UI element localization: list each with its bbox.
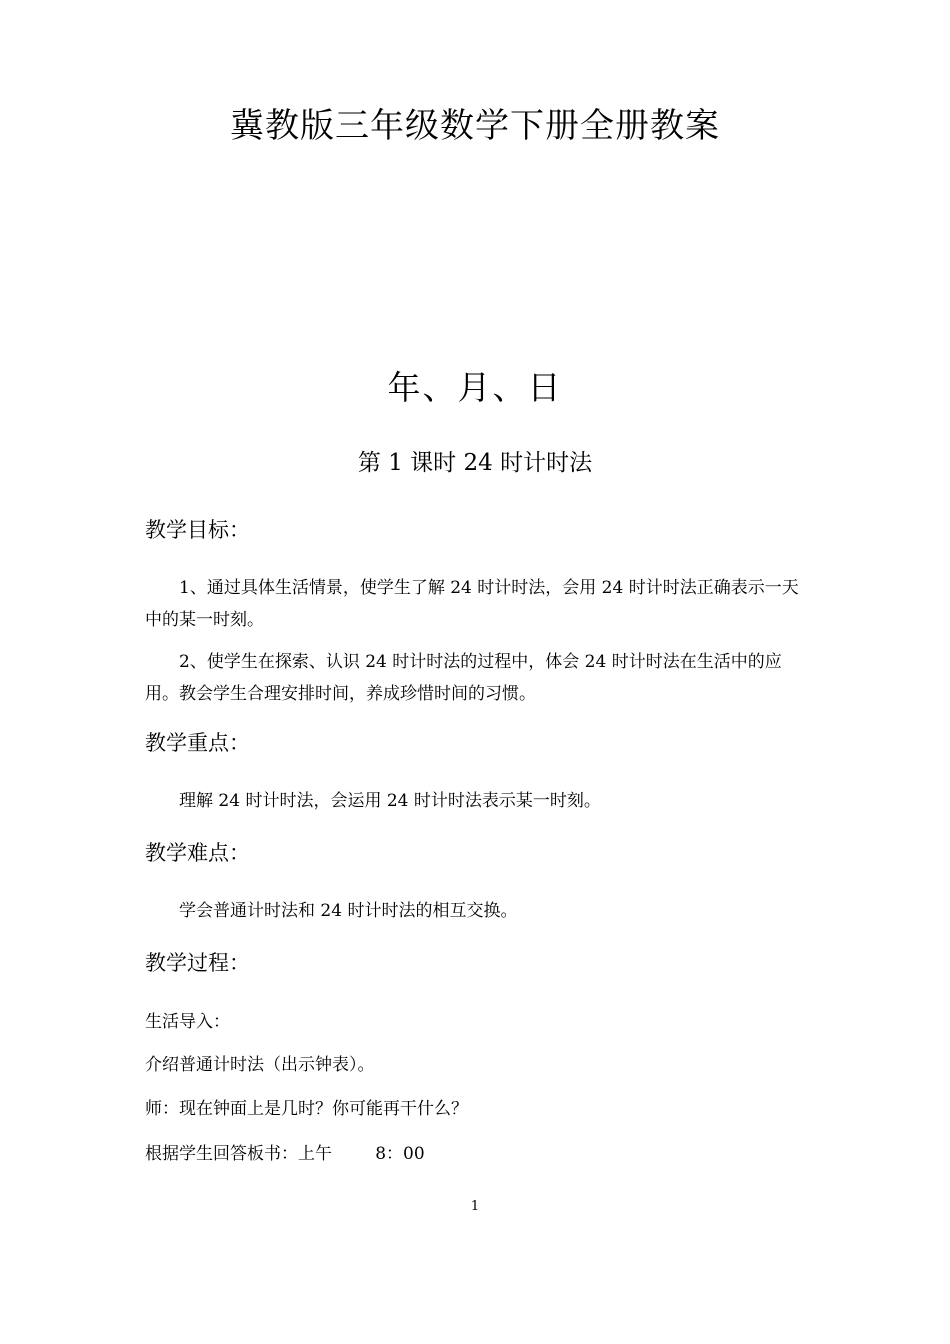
process-line: 根据学生回答板书：上午 8：00 [145,1144,425,1164]
key-points-heading: 教学重点： [145,731,250,755]
process-line: 生活导入： [145,1012,230,1032]
key-point-paragraph: 理解 24 时计时法，会运用 24 时计时法表示某一时刻。 [179,791,601,811]
lesson-title: 第 1 课时 24 时计时法 [357,450,593,476]
page-number: 1 [470,1199,480,1214]
process-line: 师：现在钟面上是几时？你可能再干什么？ [145,1099,468,1119]
difficulties-heading: 教学难点： [145,841,250,865]
objectives-heading: 教学目标： [145,518,250,542]
difficulty-paragraph: 学会普通计时法和 24 时计时法的相互交换。 [179,901,518,921]
process-heading: 教学过程： [145,951,250,975]
objective-paragraph-1: 1、通过具体生活情景，使学生了解 24 时计时法，会用 24 时计时法正确表示一天中的某一时刻。 [145,578,799,630]
objective-paragraph-2: 2、使学生在探索、认识 24 时计时法的过程中，体会 24 时计时法在生活中的应用。教会学生合理安排时间，养成珍惜时间的习惯。 [145,652,782,704]
process-line: 介绍普通计时法（出示钟表）。 [145,1055,375,1075]
unit-title: 年、月、日 [387,368,563,407]
document-title: 冀教版三年级数学下册全册教案 [230,106,720,146]
